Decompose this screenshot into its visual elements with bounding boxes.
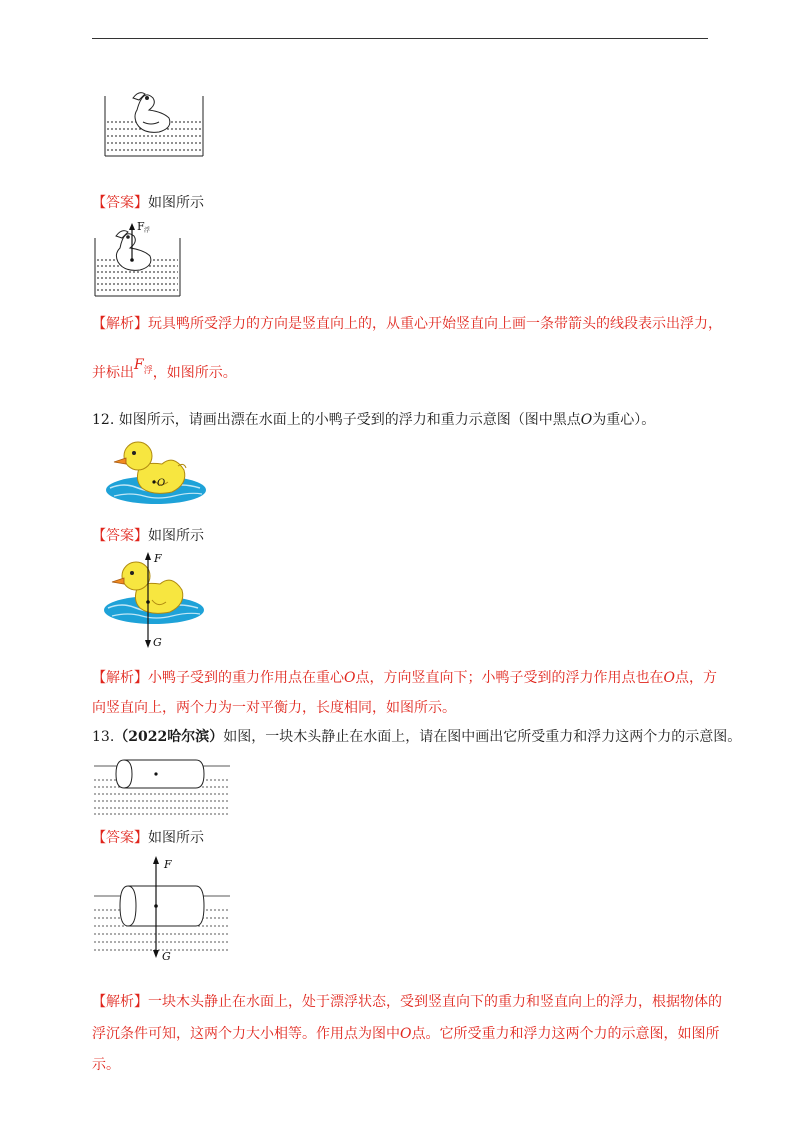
- analysis-tag: 【解析】: [92, 316, 148, 332]
- force-label-sub: 浮: [144, 227, 151, 234]
- q13-analysis-line2: [92, 1025, 719, 1043]
- header-rule: [92, 38, 708, 39]
- q12-answer-line: [92, 527, 204, 545]
- o-point-label: O: [157, 478, 166, 489]
- toy-duck-beaker-figure: [103, 82, 205, 158]
- force-label-f: F: [154, 552, 162, 565]
- analysis-tag: 【解析】: [92, 670, 148, 686]
- analysis-text: 向竖直向上，两个力为一对平衡力，长度相同，如图所示。: [92, 700, 456, 716]
- o-label: O: [580, 412, 593, 428]
- o-label: O: [663, 670, 675, 686]
- question-number: 13.: [92, 729, 115, 745]
- analysis-text: 点，方: [674, 670, 717, 686]
- center-of-gravity-dot: [130, 258, 134, 262]
- analysis-text: 示。: [92, 1057, 120, 1073]
- buoyancy-arrowhead: [129, 223, 135, 230]
- analysis-text: ，如图所示。: [152, 365, 237, 381]
- buoyancy-arrowhead: [145, 552, 151, 560]
- q13-answer-line: [92, 829, 204, 847]
- answer-tag: 【答案】: [92, 528, 148, 544]
- answer-tag: 【答案】: [92, 195, 148, 211]
- question-number: 12.: [92, 412, 115, 428]
- question-text: 如图，一块木头静止在水面上，请在图中画出它所受重力和浮力这两个力的示意图。: [223, 729, 742, 745]
- prev-analysis-line1: [92, 315, 722, 333]
- analysis-tag: 【解析】: [92, 994, 148, 1010]
- prev-analysis-line2: [92, 357, 237, 384]
- q12-analysis-line2: [92, 699, 456, 717]
- force-label-g: G: [162, 950, 171, 963]
- analysis-text: 玩具鸭所受浮力的方向是竖直向上的，从重心开始竖直向上画一条带箭头的线段表示出浮力，: [148, 316, 722, 332]
- answer-text: 如图所示: [148, 528, 204, 544]
- force-label-f: F: [164, 858, 172, 871]
- center-of-gravity-dot: [146, 600, 150, 604]
- analysis-text: 点。它所受重力和浮力这两个力的示意图，如图所: [411, 1026, 720, 1042]
- analysis-text: 一块木头静止在水面上，处于漂浮状态，受到竖直向下的重力和竖直向上的浮力，根据物体的: [148, 994, 722, 1010]
- gravity-arrowhead: [153, 950, 159, 958]
- gravity-arrowhead: [145, 640, 151, 648]
- analysis-text: 小鸭子受到的重力作用点在重心: [148, 670, 344, 686]
- log-answer-figure: [92, 852, 232, 964]
- yellow-duck-answer-figure: [102, 548, 206, 652]
- q13-analysis-line3: [92, 1056, 120, 1074]
- q13-stem: [92, 728, 741, 746]
- center-of-gravity-dot: [154, 904, 158, 908]
- force-label-f: F: [137, 220, 145, 233]
- o-label: O: [400, 1026, 412, 1042]
- question-text: 为重心）。: [592, 412, 656, 428]
- analysis-text: 并标出: [92, 365, 134, 381]
- answer-text: 如图所示: [148, 830, 204, 846]
- q13-analysis-line1: [92, 993, 722, 1011]
- force-label-g: G: [153, 636, 162, 649]
- q12-stem: [92, 411, 655, 429]
- question-source: （2022哈尔滨）: [114, 729, 224, 745]
- log-on-water-figure: [92, 758, 232, 816]
- analysis-text: 点，方向竖直向下；小鸭子受到的浮力作用点也在: [355, 670, 664, 686]
- yellow-duck-figure: [104, 436, 208, 506]
- answer-text: 如图所示: [148, 195, 204, 211]
- q12-analysis-line1: [92, 669, 717, 687]
- analysis-text: 浮沉条件可知，这两个力大小相等。作用点为图中: [92, 1026, 400, 1042]
- o-label: O: [344, 670, 356, 686]
- prev-answer-line: [92, 194, 204, 212]
- toy-duck-answer-figure: [92, 218, 184, 298]
- answer-tag: 【答案】: [92, 830, 148, 846]
- f-symbol-sub: 浮: [143, 366, 153, 376]
- buoyancy-arrowhead: [153, 856, 159, 864]
- question-text: 如图所示，请画出漂在水面上的小鸭子受到的浮力和重力示意图（图中黑点: [118, 412, 581, 428]
- f-symbol: F: [134, 357, 144, 373]
